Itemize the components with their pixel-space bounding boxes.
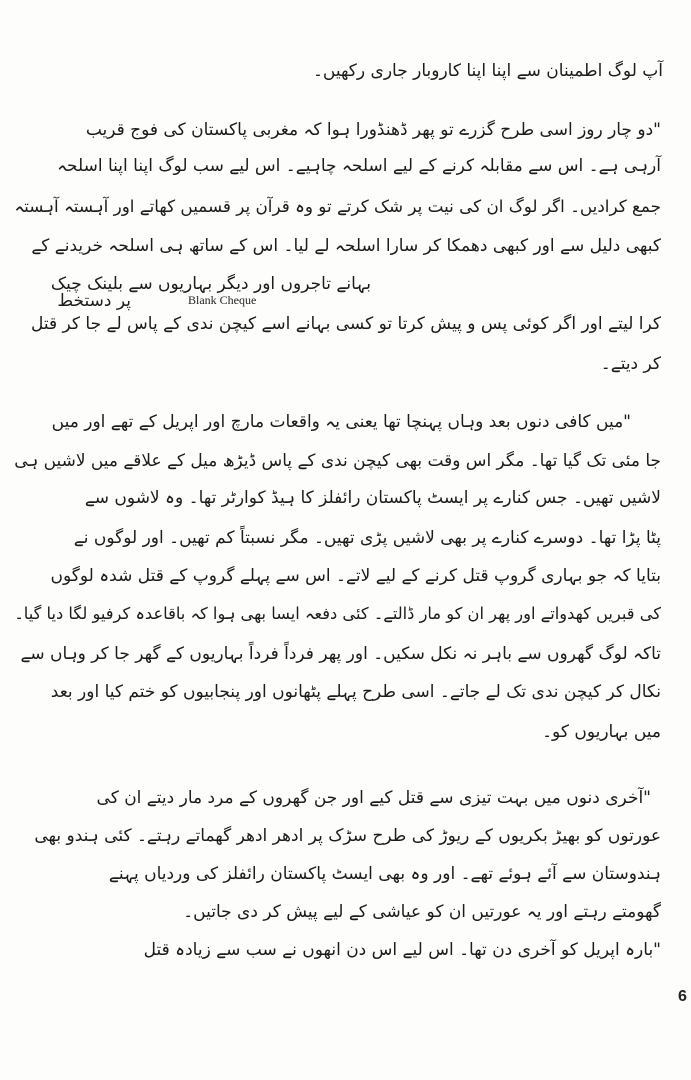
- text-line: تاکہ لوگ گھروں سے باہر نہ نکل سکیں۔ اور پھر فرداً فرداً بہاریوں کے گھر جا کر وہاں سے: [20, 644, 661, 664]
- text-line: بہانے تاجروں اور دیگر بہاریوں سے بلینک چیک: [50, 274, 371, 294]
- text-line: لاشیں تھیں۔ جس کنارے پر ایسٹ پاکستان رائفلز کا ہیڈ کوارٹر تھا۔ وہ لاشوں سے: [84, 488, 661, 508]
- text-line: "بارہ اپریل کو آخری دن تھا۔ اس لیے اس دن انھوں نے سب سے زیادہ قتل: [143, 940, 661, 960]
- text-line: میں بہاریوں کو۔: [542, 722, 661, 742]
- english-phrase: Blank Cheque: [188, 293, 257, 307]
- page-number: 6: [678, 988, 687, 1005]
- text-line: کی قبریں کھدواتے اور پھر ان کو مار ڈالتے۔ کئی دفعہ ایسا بھی ہوا کہ باقاعدہ کرفیو لگا دیا گیا۔: [14, 604, 661, 623]
- text-line: جا مئی تک گیا تھا۔ مگر اس وقت بھی کیچن ندی کے پاس ڈیڑھ میل کے علاقے میں لاشیں ہی: [14, 450, 661, 470]
- text-line: کر دیتے۔: [600, 354, 661, 374]
- text-line: "دو چار روز اسی طرح گزرے تو پھر ڈھنڈورا ہوا کہ مغربی پاکستان کی فوج قریب: [85, 120, 661, 140]
- text-line: آرہی ہے۔ اس سے مقابلہ کرنے کے لیے اسلحہ چاہیے۔ اس لیے سب لوگ اپنا اپنا اسلحہ: [57, 156, 661, 176]
- text-line: "آخری دنوں میں بہت تیزی سے قتل کیے اور جن گھروں کے مرد مار دیتے ان کی: [96, 788, 651, 808]
- text-line: جمع کرادیں۔ اگر لوگ ان کی نیت پر شک کرتے تو وہ قرآن پر قسمیں کھاتے اور آہستہ آہستہ: [14, 196, 661, 216]
- text-line: نکال کر کیچن ندی تک لے جاتے۔ اسی طرح پہلے پٹھانوں اور پنجابیوں کو ختم کیا اور بعد: [50, 682, 661, 702]
- text-line: پٹا پڑا تھا۔ دوسرے کنارے پر بھی لاشیں پڑی تھیں۔ مگر نسبتاً کم تھیں۔ اور لوگوں نے: [73, 528, 661, 548]
- text-line: "میں کافی دنوں بعد وہاں پہنچا تھا یعنی یہ واقعات مارچ اور اپریل کے تھے اور میں: [51, 412, 631, 432]
- text-line: آپ لوگ اطمینان سے اپنا اپنا کاروبار جاری رکھیں۔: [312, 61, 663, 81]
- text-line: بتایا کہ جو بہاری گروپ قتل کرنے کے لیے لاتے۔ اس سے پہلے گروپ کے قتل شدہ لوگوں: [50, 566, 661, 586]
- text-line: کبھی دلیل سے اور کبھی دھمکا کر سارا اسلحہ لے لیا۔ اس کے ساتھ ہی اسلحہ خریدنے کے: [31, 236, 661, 256]
- text-line: عورتوں کو بھیڑ بکریوں کے ریوڑ کی طرح سڑک پر ادھر ادھر گھماتے رہتے۔ کئی ہندو بھی: [34, 826, 661, 846]
- text-line: گھومتے رہتے اور یہ عورتیں ان کو عیاشی کے لیے پیش کر دی جاتیں۔: [183, 902, 661, 922]
- text-line: ہندوستان سے آئے ہوئے تھے۔ اور وہ بھی ایسٹ پاکستان رائفلز کی وردیاں پہنے: [108, 864, 661, 884]
- text-line: پر دستخط: [57, 291, 131, 311]
- text-line: کرا لیتے اور اگر کوئی پس و پیش کرتا تو کسی بہانے اسے کیچن ندی کے پاس لے جا کر قتل: [30, 314, 661, 334]
